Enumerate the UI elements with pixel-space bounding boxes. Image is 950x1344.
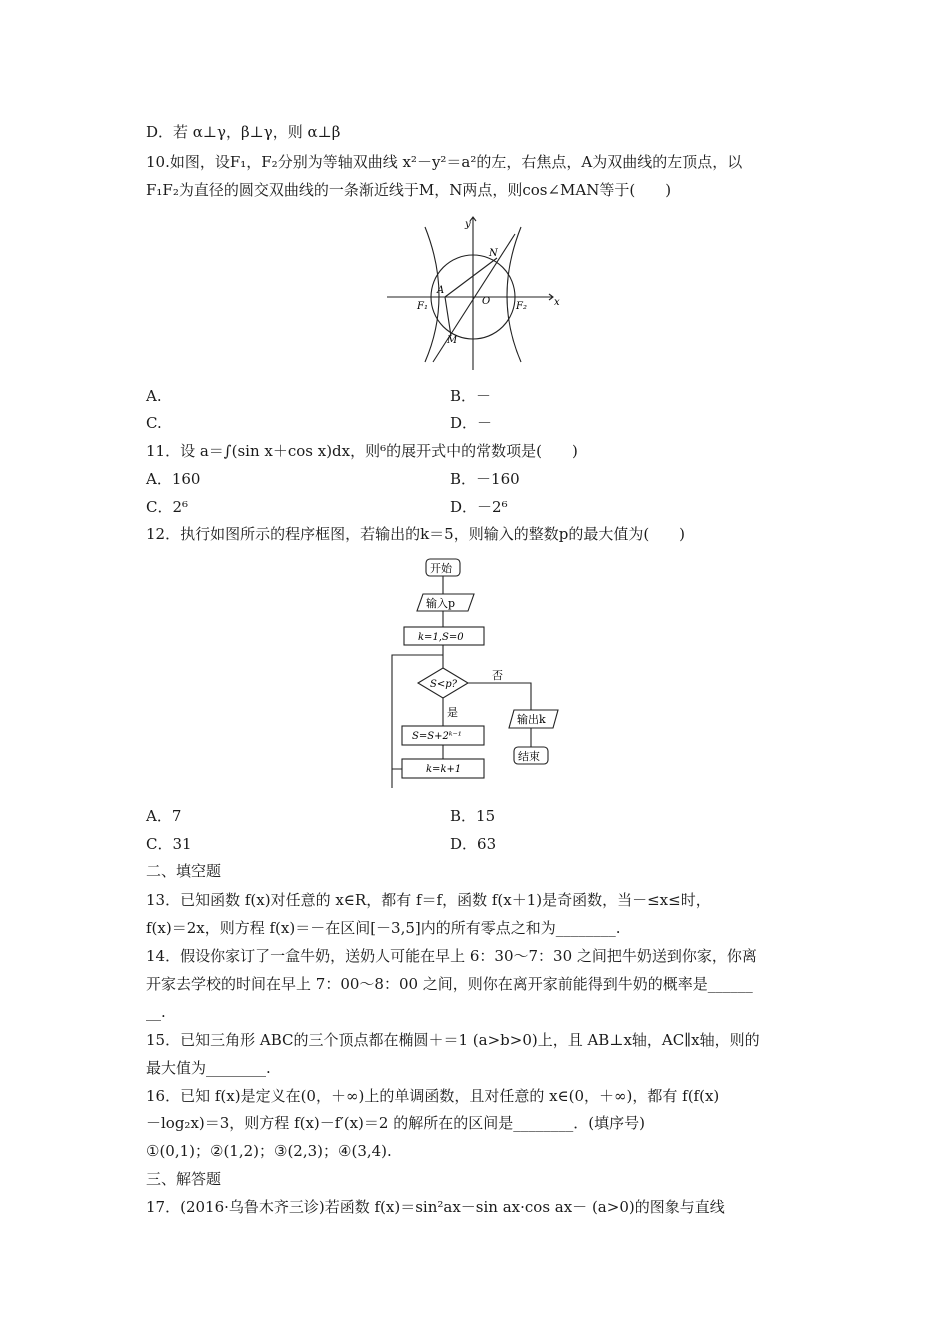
flow-condition: S<p?: [430, 679, 457, 690]
q12-stem: 12．执行如图所示的程序框图，若输出的k＝5，则输入的整数p的最大值为( ): [146, 525, 686, 543]
flow-arrow-no: [468, 683, 531, 710]
q15-line1: 15．已知三角形 ABC的三个顶点都在椭圆＋＝1 (a>b>0)上，且 AB⊥x轴，AC∥x轴，则的: [146, 1031, 760, 1049]
q14-line3: __.: [146, 1003, 166, 1021]
flow-input: 输入p: [426, 597, 456, 610]
section-answer: 三、解答题: [146, 1170, 222, 1188]
flow-end: 结束: [518, 750, 540, 763]
flow-no-label: 否: [492, 669, 503, 682]
label-n: N: [489, 248, 498, 259]
q11-option-b: B．－160: [450, 470, 520, 488]
q11-option-a: A．160: [146, 470, 201, 488]
q10-option-d: D．－: [450, 414, 493, 432]
label-y: y: [465, 219, 471, 230]
section-fill-blank: 二、填空题: [146, 862, 222, 880]
q10-stem-line2: F₁F₂为直径的圆交双曲线的一条渐近线于M，N两点，则cos∠MAN等于( ): [146, 181, 672, 199]
label-x: x: [554, 297, 560, 308]
flow-init: k=1,S=0: [418, 632, 464, 643]
q15-line2: 最大值为________.: [146, 1059, 271, 1077]
flow-start: 开始: [430, 562, 452, 575]
flowchart-figure: [388, 555, 568, 795]
q12-option-b: B．15: [450, 807, 496, 825]
q12-option-a: A．7: [146, 807, 182, 825]
q16-line1: 16．已知 f(x)是定义在(0，＋∞)上的单调函数，且对任意的 x∈(0，＋∞)，都有 f(f(x): [146, 1087, 720, 1105]
q11-option-d: D．－2⁶: [450, 498, 508, 516]
label-f2: F₂: [516, 301, 527, 312]
label-o: O: [482, 296, 491, 307]
q16-line3: ①(0,1)；②(1,2)；③(2,3)；④(3,4).: [146, 1142, 392, 1160]
q14-line2: 开家去学校的时间在早上 7：00～8：00 之间，则你在离开家前能得到牛奶的概率是______: [146, 975, 753, 993]
q12-option-d: D．63: [450, 835, 497, 853]
q10-option-a: A.: [146, 387, 162, 405]
flow-update-k: k=k+1: [426, 764, 462, 775]
q11-option-c: C．2⁶: [146, 498, 189, 516]
q14-line1: 14．假设你家订了一盒牛奶，送奶人可能在早上 6：30～7：30 之间把牛奶送到你家，你离: [146, 947, 757, 965]
q11-stem: 11．设 a＝∫(sin x＋cos x)dx，则⁶的展开式中的常数项是( ): [146, 442, 578, 460]
q13-line2: f(x)＝2x，则方程 f(x)＝－在区间[－3,5]内的所有零点之和为________.: [146, 919, 621, 937]
segment-an: [445, 258, 497, 297]
q16-line2: －log₂x)＝3，则方程 f(x)－f′(x)＝2 的解所在的区间是________．(填序号): [146, 1114, 645, 1132]
flow-update-s: S=S+2ᵏ⁻¹: [412, 731, 462, 742]
hyperbola-figure: [385, 212, 565, 372]
hyperbola-right-branch: [507, 227, 521, 362]
flow-yes-label: 是: [447, 706, 458, 719]
q10-option-b: B．－: [450, 387, 492, 405]
label-m: M: [447, 335, 458, 346]
q9-option-d: D．若 α⊥γ，β⊥γ，则 α⊥β: [146, 123, 341, 141]
flow-output: 输出k: [517, 713, 546, 726]
q12-option-c: C．31: [146, 835, 192, 853]
q10-stem-line1: 10.如图，设F₁，F₂分别为等轴双曲线 x²－y²＝a²的左，右焦点，A为双曲线的左顶点，以: [146, 153, 743, 171]
label-a: A: [437, 285, 445, 296]
q17-line1: 17．(2016·乌鲁木齐三诊)若函数 f(x)＝sin²ax－sin ax·cos ax－ (a>0)的图象与直线: [146, 1198, 725, 1216]
q10-option-c: C.: [146, 414, 162, 432]
q13-line1: 13．已知函数 f(x)对任意的 x∈R，都有 f＝f，函数 f(x＋1)是奇函数，当－≤x≤时，: [146, 891, 711, 909]
label-f1: F₁: [417, 301, 428, 312]
